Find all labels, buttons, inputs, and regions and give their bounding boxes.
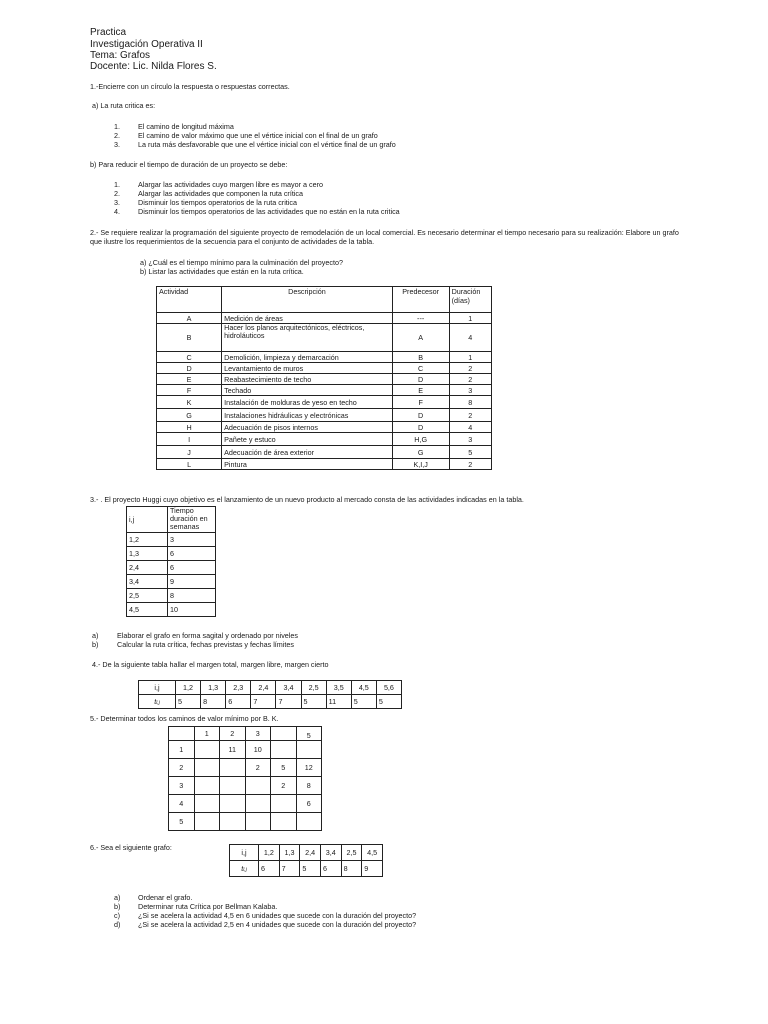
table-row: H Adecuación de pisos internos D 4 [157,422,492,433]
table-row: 2,4 6 [127,561,216,575]
table-row: 2 2 5 12 [169,759,322,777]
col-header: Tiempo duración en semanas [168,507,216,533]
q6-list [114,893,416,929]
q3-b: Calcular la ruta crítica, fechas previstas y fechas límites [117,640,294,649]
q6-item: d) ¿Si se acelera la actividad 2,5 en 4 unidades que sucede con la duración del proyecto? [114,920,417,929]
q3-a: Elaborar el grafo en forma sagital y ordenado por niveles [117,631,298,640]
table-row: F Techado E 3 [157,385,492,396]
q1-b-item: 4. Disminuir los tiempos operatorios de las actividades que no están en la ruta critica [114,207,400,216]
q1-a-item: 1. El camino de longitud máxima [114,122,234,131]
table-row: J Adecuación de área exterior G 5 [157,446,492,459]
q2-a: a) ¿Cuál es el tiempo mínimo para la culminación del proyecto? [140,258,343,267]
table-row: E Reabastecimiento de techo D 2 [157,374,492,385]
q5-matrix [168,726,322,831]
table-header-row [157,287,492,313]
table-row: D Levantamiento de muros C 2 [157,363,492,374]
table-row: 3 2 8 [169,777,322,795]
col-header: Actividad [157,287,222,313]
q6-item: b) Determinar ruta Crítica por Bellman Kalaba. [114,902,278,911]
table-row: 4,5 10 [127,603,216,617]
table-row: i,j 1,2 1,3 2,4 3,4 2,5 4,5 [230,845,383,861]
table-row: I Pañete y estuco H,G 3 [157,433,492,446]
q3-a-label: a) [92,631,99,640]
table-row: G Instalaciones hidráulicas y electrónicas D 2 [157,409,492,422]
table-row: 2,5 8 [127,589,216,603]
q3-b-label: b) [92,640,99,649]
col-header: i,j [127,507,168,533]
q4-text: 4.- De la siguiente tabla hallar el margen total, margen libre, margen cierto [92,660,329,669]
q6-item: a) Ordenar el grafo. [114,893,193,902]
q6-item: c) ¿Si se acelera la actividad 4,5 en 6 unidades que sucede con la duración del proyecto? [114,911,417,920]
q1-b-list [114,180,400,216]
q2-b: b) Listar las actividades que están en la ruta crítica. [140,267,304,276]
header-topic: Tema: Grafos [90,50,151,61]
header-course: Investigación Operativa II [90,39,203,50]
q1-b-item: 3. Disminuir los tiempos operatorios de la ruta critica [114,198,297,207]
table-row: 4 6 [169,795,322,813]
table-row: i,j 1,2 1,3 2,3 2,4 3,4 2,5 3,5 4,5 5,6 [139,681,402,695]
table-row: B Hacer los planos arquitectónicos, eléctricos, hidroláuticos A 4 [157,324,492,352]
table-row: 3,4 9 [127,575,216,589]
q1-intro: 1.-Encierre con un círculo la respuesta o respuestas correctas. [90,82,290,91]
q1-b-item: 1. Alargar las actividades cuyo margen libre es mayor a cero [114,180,323,189]
q2-text: 2.- Se requiere realizar la programación del siguiente proyecto de remodelación de un local comercial. Es necesario determinar el tiempo necesario para su realización: Elabore un grafo que ilustre los requerimientos de la secuencia para el conjunto de actividades de la tabla. [90,228,679,246]
table-row: ti,j 6 7 5 6 8 9 [230,861,383,877]
q1-a-title: a) La ruta critica es: [92,101,156,110]
table-row: K Instalación de molduras de yeso en techo F 8 [157,396,492,409]
q2-activity-table [156,286,492,470]
table-row: C Demolición, limpieza y demarcación B 1 [157,352,492,363]
col-header: Duración (días) [449,287,491,313]
q3-duration-table [126,506,216,617]
table-row: 1,3 6 [127,547,216,561]
header-practica: Practica [90,27,127,38]
q1-a-item: 2. El camino de valor máximo que une el vértice inicial con el final de un grafo [114,131,378,140]
table-row: 1 2 3 5 [169,727,322,741]
q4-table [138,680,402,709]
q1-b-item: 2. Alargar las actividades que componen la ruta crítica [114,189,304,198]
col-header: Predecesor [392,287,449,313]
q5-text: 5.- Determinar todos los caminos de valor mínimo por B. K. [90,714,279,723]
q1-a-item: 3. La ruta más desfavorable que une el vértice inicial con el vértice final de un grafo [114,140,396,149]
table-header-row [127,507,216,533]
q6-table [229,844,383,877]
table-row: ti,j 5 8 6 7 7 5 11 5 5 [139,695,402,709]
q3-text: 3.- . El proyecto Huggi cuyo objetivo es el lanzamiento de un nuevo producto al mercado consta de las actividades indicadas en la tabla. [90,495,524,504]
table-row: L Pintura K,I,J 2 [157,459,492,470]
table-row: 1 11 10 [169,741,322,759]
table-row: A Medición de áreas --- 1 [157,313,492,324]
header-teacher: Docente: Lic. Nilda Flores S. [90,61,217,72]
q6-text: 6.- Sea el siguiente grafo: [90,843,172,852]
col-header: Descripción [222,287,393,313]
q1-a-list [114,122,396,149]
table-row: 5 [169,813,322,831]
table-row: 1,2 3 [127,533,216,547]
q1-b-title: b) Para reducir el tiempo de duración de un proyecto se debe: [90,160,288,169]
